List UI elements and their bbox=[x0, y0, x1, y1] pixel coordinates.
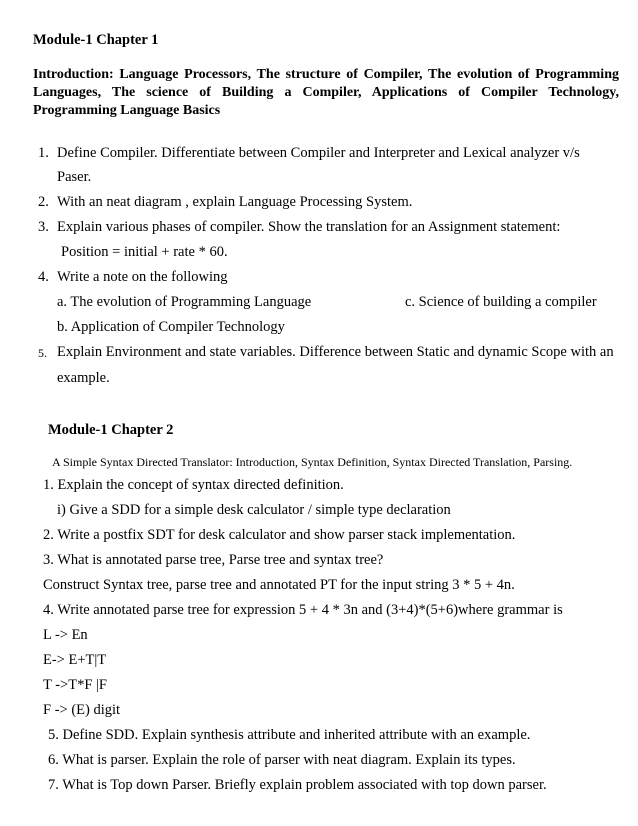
ch2-q7-text: 7. What is Top down Parser. Briefly explain problem associated with top down parser. bbox=[48, 777, 547, 793]
chapter1-intro: Introduction: Language Processors, The structure of Compiler, The evolution of Programming Languages, The science of Building a Compiler, Applications of Compiler Technology, Programming Language Basics bbox=[33, 67, 619, 118]
grammar-rule-4: F -> (E) digit bbox=[43, 702, 121, 718]
ch2-q6-text: 6. What is parser. Explain the role of parser with neat diagram. Explain its types. bbox=[48, 752, 516, 768]
q1-text: Define Compiler. Differentiate between Compiler and Interpreter and Lexical analyzer v/s bbox=[57, 145, 580, 161]
q4-number: 4. bbox=[38, 269, 49, 285]
q5-text: Explain Environment and state variables. Difference between Static and dynamic Scope with an bbox=[57, 344, 614, 360]
grammar-rule-1: L -> En bbox=[43, 627, 88, 643]
ch2-q3-text: 3. What is annotated parse tree, Parse tree and syntax tree? bbox=[43, 552, 384, 568]
ch2-q4-text: 4. Write annotated parse tree for expression 5 + 4 * 3n and (3+4)*(5+6)where grammar is bbox=[43, 602, 563, 618]
q2-number: 2. bbox=[38, 194, 49, 210]
q4-subitem-a: a. The evolution of Programming Language bbox=[57, 294, 312, 310]
chapter1-heading: Module-1 Chapter 1 bbox=[33, 32, 159, 48]
chapter2-subtitle: A Simple Syntax Directed Translator: Introduction, Syntax Definition, Syntax Directed Translation, Parsing. bbox=[52, 455, 573, 469]
q4-subitem-c: c. Science of building a compiler bbox=[405, 294, 597, 310]
grammar-rule-2: E-> E+T|T bbox=[43, 652, 107, 668]
ch2-q1-subitem: i) Give a SDD for a simple desk calculator / simple type declaration bbox=[57, 502, 451, 518]
q1-text-continued: Paser. bbox=[57, 169, 92, 185]
ch2-q5-text: 5. Define SDD. Explain synthesis attribute and inherited attribute with an example. bbox=[48, 727, 531, 743]
ch2-q2-text: 2. Write a postfix SDT for desk calculator and show parser stack implementation. bbox=[43, 527, 516, 543]
q3-text: Explain various phases of compiler. Show the translation for an Assignment statement: bbox=[57, 219, 561, 235]
q5-text-continued: example. bbox=[57, 370, 110, 386]
q3-text-continued: Position = initial + rate * 60. bbox=[61, 244, 228, 260]
q4-subitem-b: b. Application of Compiler Technology bbox=[57, 319, 285, 335]
grammar-rule-3: T ->T*F |F bbox=[43, 677, 107, 693]
q1-number: 1. bbox=[38, 145, 49, 161]
ch2-q1-text: 1. Explain the concept of syntax directed definition. bbox=[43, 477, 344, 493]
ch2-q3-text-continued: Construct Syntax tree, parse tree and annotated PT for the input string 3 * 5 + 4n. bbox=[43, 577, 515, 593]
q5-number: 5. bbox=[38, 346, 47, 360]
q2-text: With an neat diagram , explain Language Processing System. bbox=[57, 194, 413, 210]
q3-number: 3. bbox=[38, 219, 49, 235]
chapter2-heading: Module-1 Chapter 2 bbox=[48, 422, 174, 438]
q4-text: Write a note on the following bbox=[57, 269, 228, 285]
